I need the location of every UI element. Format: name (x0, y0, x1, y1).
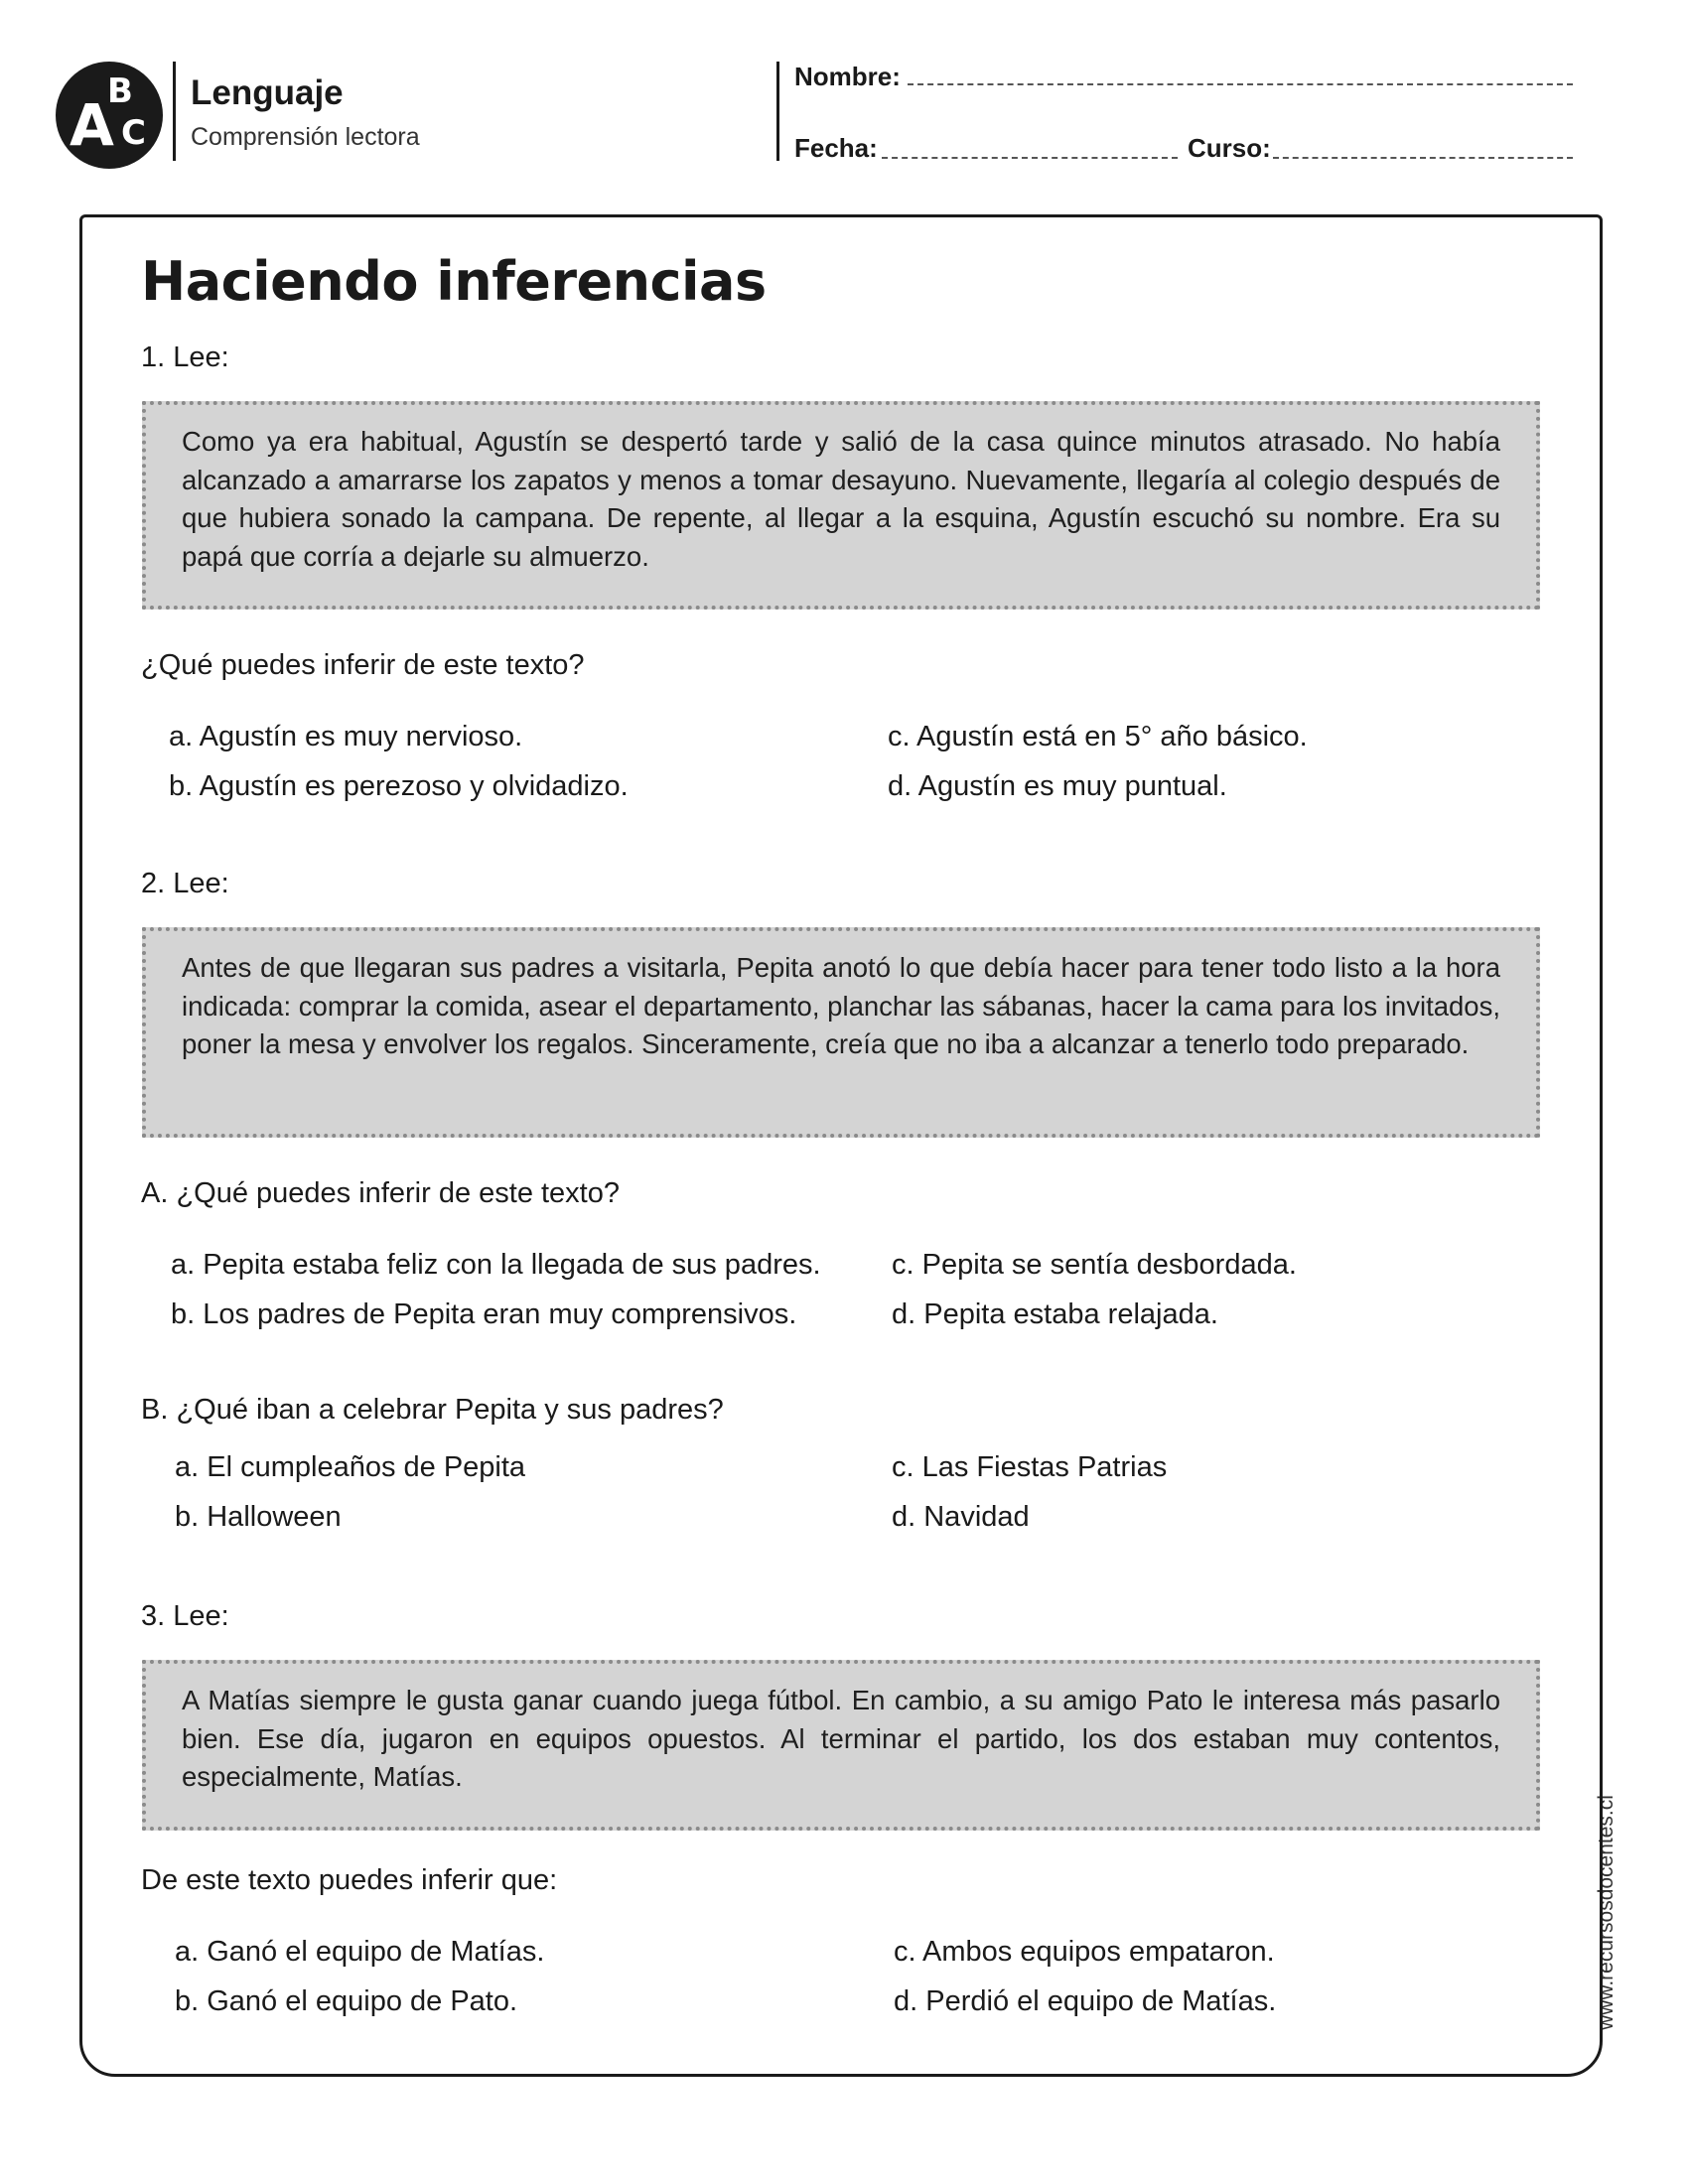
exercise2a-option-b[interactable]: b. Los padres de Pepita eran muy comprensivos. (171, 1298, 797, 1330)
exercise2b-option-d[interactable]: d. Navidad (892, 1501, 1030, 1533)
exercise2a-option-d[interactable]: d. Pepita estaba relajada. (892, 1298, 1218, 1330)
exercise2b-option-b[interactable]: b. Halloween (175, 1501, 342, 1533)
exercise1-text-box: Como ya era habitual, Agustín se despertó tarde y salió de la casa quince minutos atrasado. No había alcanzado a amarrarse los zapatos y menos a tomar desayuno. Nuevamente, llegaría al colegio después de que hubiera sonado la campana. De repente, al llegar a la esquina, Agustín escuchó su nombre. Era su papá que corría a dejarle su almuerzo. (142, 401, 1540, 610)
name-label: Nombre: (794, 62, 901, 91)
abc-logo (56, 62, 163, 169)
exercise3-heading: 3. Lee: (141, 1600, 229, 1632)
logo-letter-c: C (121, 113, 146, 153)
exercise2-text-box: Antes de que llegaran sus padres a visitarla, Pepita anotó lo que debía hacer para tener todo listo a la hora indicada: comprar la comida, asear el departamento, planchar las sábanas, hacer la cama para los invitados, poner la mesa y envolver los regalos. Sinceramente, creía que no iba a alcanzar a tenerlo todo preparado. (142, 927, 1540, 1138)
exercise1-option-a[interactable]: a. Agustín es muy nervioso. (169, 721, 523, 752)
exercise3-text-box: A Matías siempre le gusta ganar cuando juega fútbol. En cambio, a su amigo Pato le interesa más pasarlo bien. Ese día, jugaron en equipos opuestos. Al terminar el partido, los dos estaban muy contentos, especialmente, Matías. (142, 1660, 1540, 1831)
exercise1-option-d[interactable]: d. Agustín es muy puntual. (888, 770, 1227, 802)
exercise3-option-c[interactable]: c. Ambos equipos empataron. (894, 1936, 1275, 1968)
course-label: Curso: (1188, 133, 1271, 163)
exercise1-option-c[interactable]: c. Agustín está en 5° año básico. (888, 721, 1308, 752)
exercise2-question-a: A. ¿Qué puedes inferir de este texto? (141, 1177, 620, 1209)
exercise2-heading: 2. Lee: (141, 868, 229, 899)
exercise1-option-b[interactable]: b. Agustín es perezoso y olvidadizo. (169, 770, 629, 802)
course-field[interactable] (1273, 157, 1573, 159)
exercise3-question: De este texto puedes inferir que: (141, 1864, 558, 1896)
exercise2b-option-c[interactable]: c. Las Fiestas Patrias (892, 1451, 1168, 1483)
exercise1-heading: 1. Lee: (141, 341, 229, 373)
subject-subtitle: Comprensión lectora (191, 123, 420, 151)
exercise3-option-a[interactable]: a. Ganó el equipo de Matías. (175, 1936, 545, 1968)
header-divider-right (776, 62, 779, 161)
website-url: www.recursosdocentes.cl (1595, 1795, 1618, 2030)
date-label: Fecha: (794, 133, 878, 163)
worksheet-title: Haciendo inferencias (141, 250, 767, 313)
exercise2b-option-a[interactable]: a. El cumpleaños de Pepita (175, 1451, 526, 1483)
date-field[interactable] (882, 157, 1178, 159)
logo-letter-b: B (107, 71, 133, 111)
subject-title: Lenguaje (191, 73, 344, 112)
exercise2a-option-c[interactable]: c. Pepita se sentía desbordada. (892, 1249, 1297, 1281)
exercise2-question-b: B. ¿Qué iban a celebrar Pepita y sus padres? (141, 1394, 724, 1426)
exercise2a-option-a[interactable]: a. Pepita estaba feliz con la llegada de sus padres. (171, 1249, 821, 1281)
exercise1-question: ¿Qué puedes inferir de este texto? (141, 649, 585, 681)
exercise3-option-b[interactable]: b. Ganó el equipo de Pato. (175, 1985, 518, 2017)
logo-letter-a: A (70, 91, 114, 159)
name-field[interactable] (908, 83, 1573, 85)
header-divider-left (173, 62, 176, 161)
exercise3-option-d[interactable]: d. Perdió el equipo de Matías. (894, 1985, 1277, 2017)
